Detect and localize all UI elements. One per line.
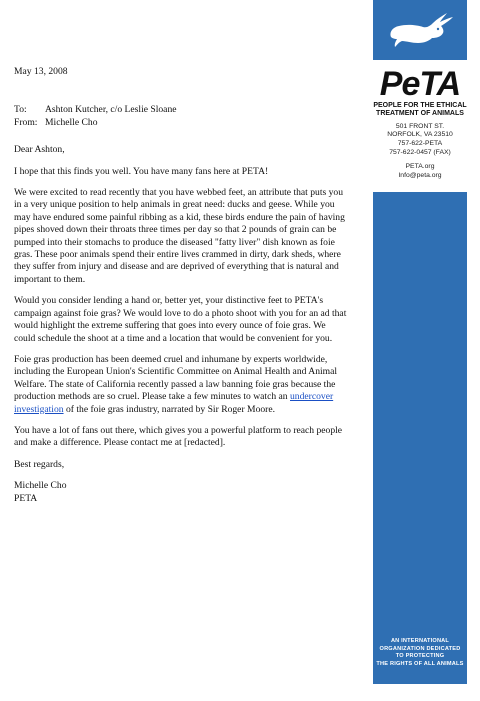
- to-label: To:: [14, 104, 27, 116]
- mission-line-3: TO PROTECTING: [395, 653, 445, 660]
- address-line-2: NORFOLK, VA 23510: [387, 131, 453, 139]
- letterhead: [373, 0, 467, 180]
- signature-org: PETA: [14, 492, 38, 504]
- letter-body: [14, 66, 348, 505]
- mission-line-4: THE RIGHTS OF ALL ANIMALS: [376, 660, 464, 667]
- tagline: [373, 102, 467, 119]
- undercover-investigation-link[interactable]: undercover investigation: [14, 391, 334, 415]
- paragraph-3: Would you consider lending a hand or, better yet, your distinctive feet to PETA's campaign against foie gras? We would love to do a photo shoot with you for an ad that would highlight the extreme suffering that goes into every ounce of foie gras. We could schedule the shoot at a time and a location that would be convenient for you.: [14, 295, 347, 344]
- paragraph-1: I hope that this finds you well. You have many fans here at PETA!: [14, 165, 269, 177]
- mission-line-2: ORGANIZATION DEDICATED: [379, 645, 461, 652]
- website-link[interactable]: PETA.org: [405, 163, 435, 171]
- address-block: [14, 104, 348, 129]
- web-block: [373, 163, 467, 180]
- contact-block: [373, 123, 467, 157]
- paragraph-4: [14, 354, 348, 416]
- logo-box: [373, 0, 467, 60]
- mission-statement: [373, 638, 467, 668]
- rabbit-icon: [387, 10, 455, 50]
- paragraph-4-before: Foie gras production has been deemed cruel and inhumane by experts worldwide, including the European Union's Scientific Committee on Animal Health and Animal Welfare. The state of California recently passed a law banning foie gras because the production methods are so cruel. Please take a few minutes to watch an: [14, 353, 338, 403]
- paragraph-5: You have a lot of fans out there, which gives you a powerful platform to reach people and make a difference. Please contact me at [redacted].: [14, 424, 343, 449]
- from-label: From:: [14, 116, 38, 128]
- paragraph-2: We were excited to read recently that you have webbed feet, an attribute that puts you in a very unique position to help animals in great need: ducks and geese. While you may have endured some painful ribbing as a kid, these birds endure the pain of having pipes shoved down their throats three times per day so that 2 pounds of grain can be pumped into their stomachs to produce the diseased "fatty liver" dish known as foie gras. These poor animals spend their entire lives crammed in dirty, dark sheds, where they suffer from injury and disease and are deprived of everything that is natural and important to them.: [14, 187, 345, 285]
- signature-name: Michelle Cho: [14, 480, 67, 492]
- tagline-line-2: TREATMENT OF ANIMALS: [376, 110, 464, 118]
- closing: Best regards,: [14, 458, 65, 470]
- salutation: Dear Ashton,: [14, 144, 65, 156]
- peta-logo-text: PeTA: [379, 65, 461, 103]
- fax: 757-622-0457 (FAX): [389, 148, 451, 156]
- phone: 757-622-PETA: [397, 140, 443, 147]
- letter-date: May 13, 2008: [14, 66, 68, 77]
- mission-line-1: AN INTERNATIONAL: [390, 638, 450, 645]
- to-value: Ashton Kutcher, c/o Leslie Sloane: [45, 104, 177, 116]
- mission-bar: [373, 192, 467, 684]
- address-line-1: 501 FRONT ST.: [395, 122, 445, 130]
- email-link[interactable]: Info@peta.org: [398, 171, 442, 179]
- signature-block: [14, 480, 348, 505]
- from-value: Michelle Cho: [45, 116, 98, 128]
- tagline-line-1: PEOPLE FOR THE ETHICAL: [373, 102, 467, 109]
- paragraph-4-after: of the foie gras industry, narrated by Sir Roger Moore.: [63, 403, 276, 415]
